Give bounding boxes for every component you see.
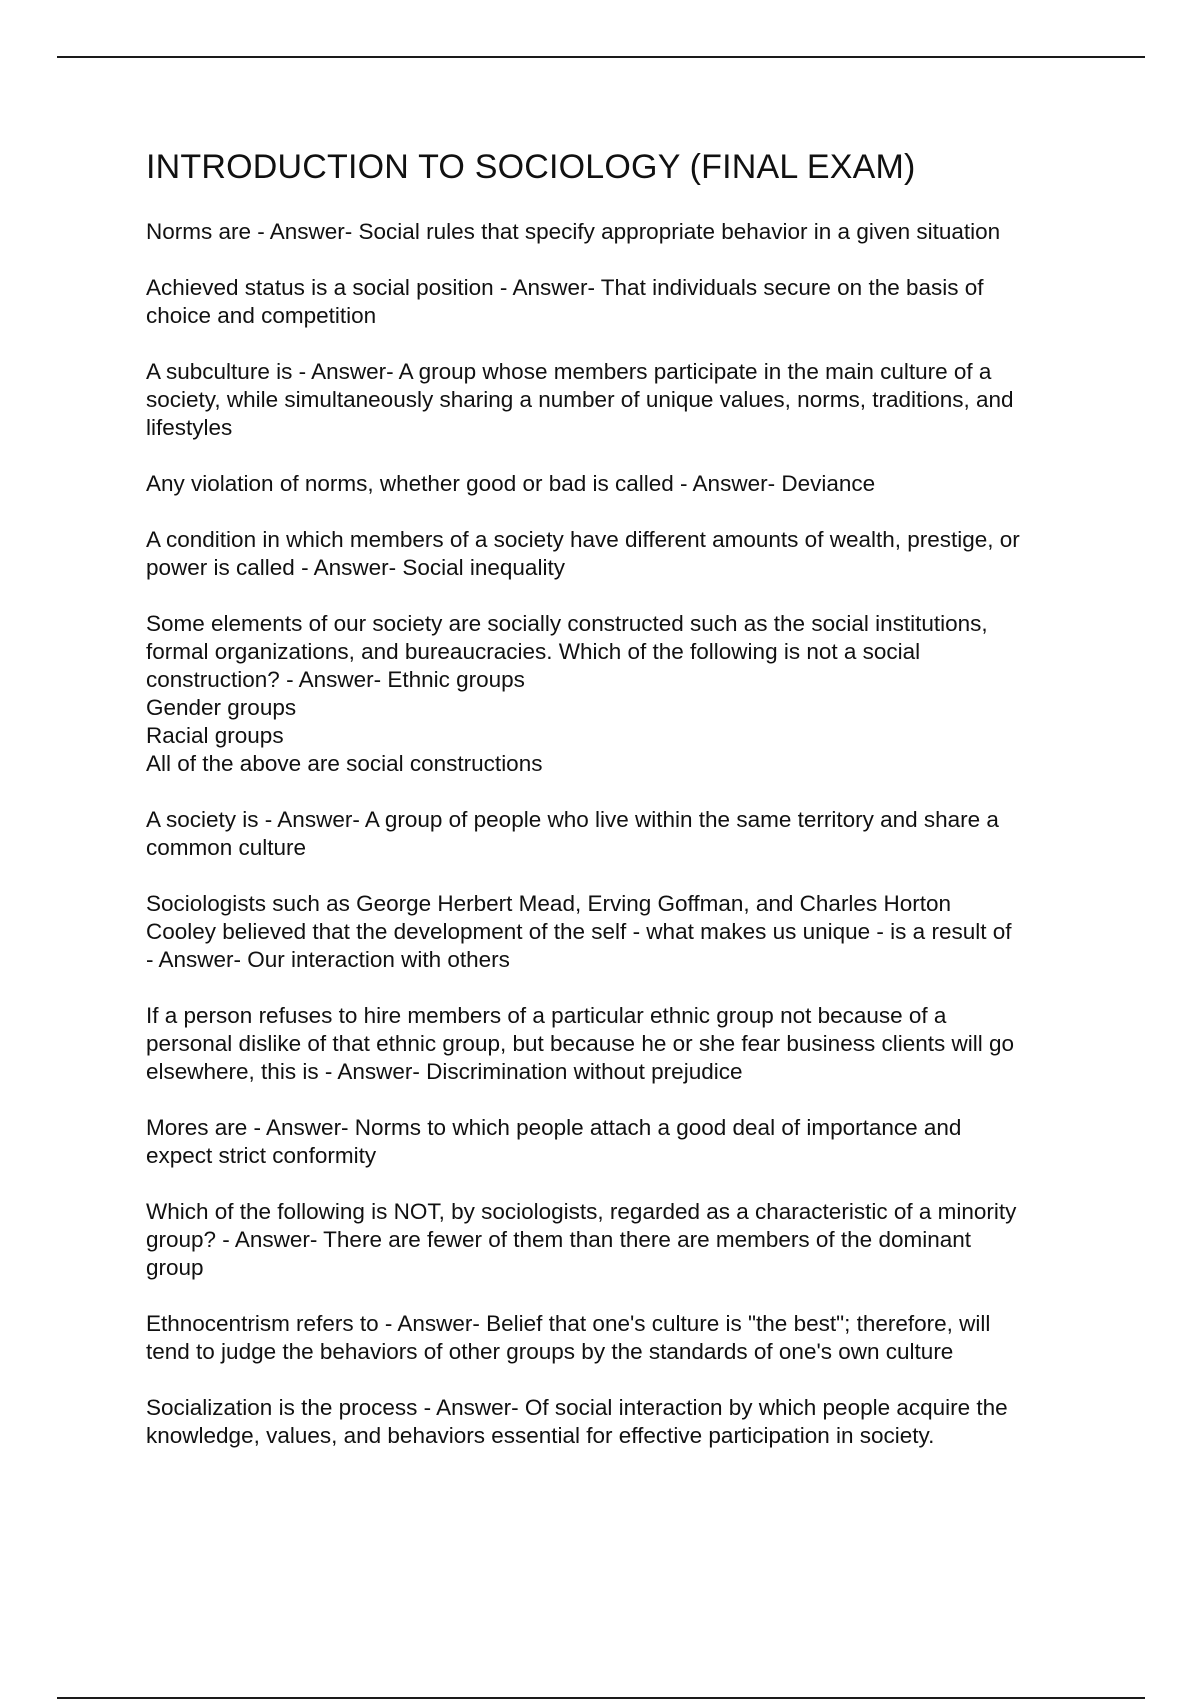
qa-item: Norms are - Answer- Social rules that specify appropriate behavior in a given situation: [146, 219, 1001, 244]
qa-item: Some elements of our society are socially constructed such as the social institutions, formal organizations, and bureaucracies. Which of the following is not a social construction? - Answer- Ethnic groups Gender groups Racial groups All of the above are social constructions: [146, 611, 988, 776]
qa-item: Ethnocentrism refers to - Answer- Belief that one's culture is "the best"; therefore, will tend to judge the behaviors of other groups by the standards of one's own culture: [146, 1311, 991, 1364]
qa-item: Socialization is the process - Answer- Of social interaction by which people acquire the knowledge, values, and behaviors essential for effective participation in society.: [146, 1395, 1008, 1448]
page-title: INTRODUCTION TO SOCIOLOGY (FINAL EXAM): [146, 148, 916, 186]
qa-item: If a person refuses to hire members of a particular ethnic group not because of a personal dislike of that ethnic group, but because he or she fear business clients will go elsewhere, this is - Answer- Discrimination without prejudice: [146, 1003, 1015, 1084]
qa-item: Any violation of norms, whether good or bad is called - Answer- Deviance: [146, 471, 876, 496]
qa-item: Which of the following is NOT, by sociologists, regarded as a characteristic of a minority group? - Answer- There are fewer of them than there are members of the dominant group: [146, 1199, 1017, 1280]
qa-item: A subculture is - Answer- A group whose members participate in the main culture of a society, while simultaneously sharing a number of unique values, norms, traditions, and lifestyles: [146, 359, 1014, 440]
header-rule: [57, 56, 1145, 58]
qa-item: A society is - Answer- A group of people who live within the same territory and share a common culture: [146, 807, 999, 860]
footer-rule: [57, 1697, 1145, 1699]
qa-item: A condition in which members of a society have different amounts of wealth, prestige, or power is called - Answer- Social inequality: [146, 527, 1020, 580]
qa-item: Achieved status is a social position - Answer- That individuals secure on the basis of choice and competition: [146, 275, 984, 328]
qa-item: Sociologists such as George Herbert Mead, Erving Goffman, and Charles Horton Cooley believed that the development of the self - what makes us unique - is a result of - Answer- Our interaction with others: [146, 891, 1012, 972]
qa-item: Mores are - Answer- Norms to which people attach a good deal of importance and expect strict conformity: [146, 1115, 962, 1168]
document-body: [146, 142, 1096, 1478]
